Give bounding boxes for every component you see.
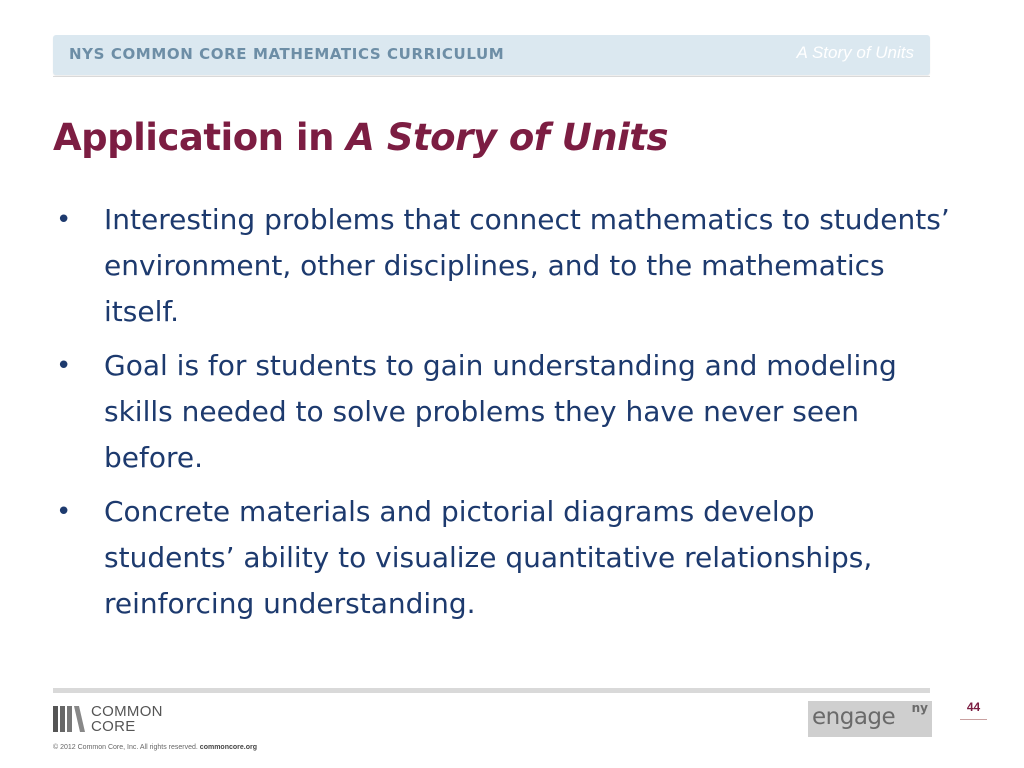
bullet-dot: • xyxy=(56,351,72,381)
bullet-dot: • xyxy=(56,497,72,527)
bullet-item xyxy=(53,197,953,335)
engage-wordmark: engage xyxy=(812,704,896,730)
bullet-text: Interesting problems that connect mathematics to students’ environment, other disciplines, and to the mathematics itself. xyxy=(104,203,950,328)
bullet-item xyxy=(53,489,953,627)
bullet-item xyxy=(53,343,953,481)
logo-line-2: CORE xyxy=(91,718,136,735)
copyright-notice xyxy=(53,744,257,751)
bullet-text: Concrete materials and pictorial diagrams develop students’ ability to visualize quantitative relationships, reinforcing understanding. xyxy=(104,495,873,620)
bullet-dot: • xyxy=(56,205,72,235)
header-rule xyxy=(53,76,930,77)
logo-line-1: COMMON xyxy=(91,703,163,720)
bullet-text: Goal is for students to gain understanding and modeling skills needed to solve problems they have never seen before. xyxy=(104,349,897,474)
footer-rule xyxy=(53,688,930,693)
title-emphasis: A Story of Units xyxy=(346,116,668,159)
engageny-logo xyxy=(808,701,932,737)
copyright-text: © 2012 Common Core, Inc. All rights reserved. xyxy=(53,744,198,751)
curriculum-label: NYS COMMON CORE MATHEMATICS CURRICULUM xyxy=(69,45,505,63)
title-prefix: Application in xyxy=(53,116,334,159)
series-label: A Story of Units xyxy=(796,43,914,62)
common-core-wordmark xyxy=(91,704,163,734)
common-core-logo-icon xyxy=(53,706,85,732)
page-number: 44 xyxy=(960,700,987,720)
slide-title xyxy=(53,116,668,159)
bullet-list xyxy=(53,197,953,635)
copyright-site-link[interactable]: commoncore.org xyxy=(199,744,257,751)
engage-ny-mark: ny xyxy=(911,701,928,715)
common-core-logo xyxy=(53,704,193,738)
